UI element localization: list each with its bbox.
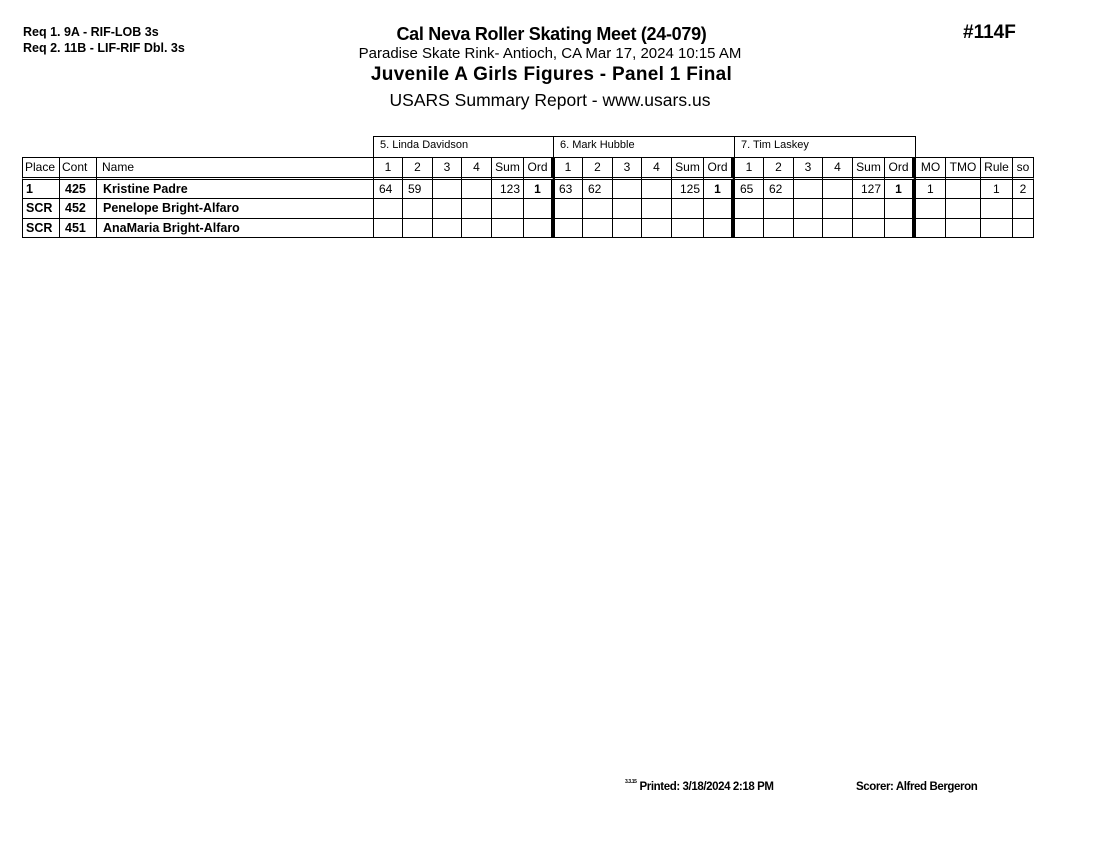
score-cell	[461, 218, 492, 238]
score-cell	[612, 179, 642, 199]
sum-cell	[852, 198, 885, 219]
ordinal-cell: 1	[523, 179, 555, 199]
so-cell: 2	[1012, 179, 1034, 199]
cont-cell: 425	[59, 179, 97, 199]
ordinal-cell: 1	[703, 179, 735, 199]
col-header-judge7-sum: Sum	[852, 157, 885, 180]
printed-timestamp: $^{3.3.15}$ Printed: 3/18/2024 2:18 PM	[625, 779, 774, 793]
judge-header-5: 5. Linda Davidson	[373, 136, 554, 158]
score-cell	[373, 198, 403, 219]
sum-cell	[852, 218, 885, 238]
score-cell	[641, 198, 672, 219]
judge-header-6: 6. Mark Hubble	[553, 136, 735, 158]
score-cell	[373, 218, 403, 238]
score-cell	[461, 198, 492, 219]
sum-cell: 127	[852, 179, 885, 199]
col-header-judge7-2: 2	[763, 157, 794, 180]
score-cell	[763, 198, 794, 219]
col-header-judge6-3: 3	[612, 157, 642, 180]
col-header-tmo: TMO	[945, 157, 981, 180]
skater-name-cell: AnaMaria Bright-Alfaro	[96, 218, 374, 238]
score-cell	[432, 179, 462, 199]
col-header-judge5-4: 4	[461, 157, 492, 180]
so-cell	[1012, 198, 1034, 219]
cont-cell: 452	[59, 198, 97, 219]
ordinal-cell: 1	[884, 179, 916, 199]
col-header-judge6-1: 1	[553, 157, 583, 180]
score-cell	[641, 179, 672, 199]
rule-cell: 1	[980, 179, 1013, 199]
score-cell	[582, 198, 613, 219]
skater-name-cell: Penelope Bright-Alfaro	[96, 198, 374, 219]
cont-cell: 451	[59, 218, 97, 238]
version-label: 3.3.15	[625, 779, 637, 785]
score-cell	[432, 218, 462, 238]
event-title: Juvenile A Girls Figures - Panel 1 Final	[370, 64, 733, 85]
col-header-judge6-ord: Ord	[703, 157, 735, 180]
ordinal-cell	[703, 198, 735, 219]
sum-cell	[671, 218, 704, 238]
col-header-judge5-3: 3	[432, 157, 462, 180]
score-cell	[763, 218, 794, 238]
score-cell	[734, 198, 764, 219]
tmo-cell	[945, 198, 981, 219]
so-cell	[1012, 218, 1034, 238]
col-header-mo: MO	[915, 157, 946, 180]
score-cell	[822, 218, 853, 238]
mo-cell: 1	[915, 179, 946, 199]
score-cell	[612, 218, 642, 238]
sum-cell	[491, 218, 524, 238]
score-cell	[553, 198, 583, 219]
rule-cell	[980, 198, 1013, 219]
score-cell	[553, 218, 583, 238]
col-header-judge7-ord: Ord	[884, 157, 916, 180]
col-header-place: Place	[22, 157, 60, 180]
mo-cell	[915, 218, 946, 238]
place-cell: 1	[22, 179, 60, 199]
score-cell: 59	[402, 179, 433, 199]
rule-cell	[980, 218, 1013, 238]
col-header-judge5-ord: Ord	[523, 157, 555, 180]
venue-date: Paradise Skate Rink- Antioch, CA Mar 17, 2024 10:15 AM	[358, 45, 742, 62]
score-cell	[641, 218, 672, 238]
place-cell: SCR	[22, 218, 60, 238]
score-cell: 62	[582, 179, 613, 199]
score-cell	[793, 179, 823, 199]
col-header-name: Name	[96, 157, 374, 180]
meet-title: Cal Neva Roller Skating Meet (24-079)	[396, 24, 707, 44]
score-cell	[402, 198, 433, 219]
skater-name-cell: Kristine Padre	[96, 179, 374, 199]
col-header-judge6-sum: Sum	[671, 157, 704, 180]
col-header-judge7-3: 3	[793, 157, 823, 180]
col-header-judge7-1: 1	[734, 157, 764, 180]
sum-cell	[671, 198, 704, 219]
requirement-2: Req 2. 11B - LIF-RIF Dbl. 3s	[23, 41, 185, 55]
score-cell	[734, 218, 764, 238]
score-cell	[582, 218, 613, 238]
ordinal-cell	[523, 198, 555, 219]
score-cell	[612, 198, 642, 219]
score-cell	[822, 179, 853, 199]
score-cell: 62	[763, 179, 794, 199]
place-cell: SCR	[22, 198, 60, 219]
col-header-rule: Rule	[980, 157, 1013, 180]
ordinal-cell	[703, 218, 735, 238]
scorer-label: Scorer: Alfred Bergeron	[856, 781, 978, 793]
col-header-judge5-sum: Sum	[491, 157, 524, 180]
ordinal-cell	[884, 218, 916, 238]
col-header-judge6-2: 2	[582, 157, 613, 180]
score-cell	[402, 218, 433, 238]
col-header-cont: Cont	[59, 157, 97, 180]
col-header-judge7-4: 4	[822, 157, 853, 180]
col-header-so: so	[1012, 157, 1034, 180]
sum-cell: 123	[491, 179, 524, 199]
score-cell	[793, 198, 823, 219]
requirement-1: Req 1. 9A - RIF-LOB 3s	[23, 25, 159, 39]
score-cell: 64	[373, 179, 403, 199]
col-header-judge6-4: 4	[641, 157, 672, 180]
col-header-judge5-2: 2	[402, 157, 433, 180]
tmo-cell	[945, 179, 981, 199]
sum-cell	[491, 198, 524, 219]
tmo-cell	[945, 218, 981, 238]
event-number: #114F	[963, 22, 1016, 43]
col-header-judge5-1: 1	[373, 157, 403, 180]
ordinal-cell	[884, 198, 916, 219]
score-cell	[822, 198, 853, 219]
score-cell	[793, 218, 823, 238]
score-cell	[432, 198, 462, 219]
judge-header-7: 7. Tim Laskey	[734, 136, 916, 158]
mo-cell	[915, 198, 946, 219]
score-cell: 63	[553, 179, 583, 199]
report-title: USARS Summary Report - www.usars.us	[389, 90, 711, 110]
ordinal-cell	[523, 218, 555, 238]
sum-cell: 125	[671, 179, 704, 199]
score-cell: 65	[734, 179, 764, 199]
score-cell	[461, 179, 492, 199]
